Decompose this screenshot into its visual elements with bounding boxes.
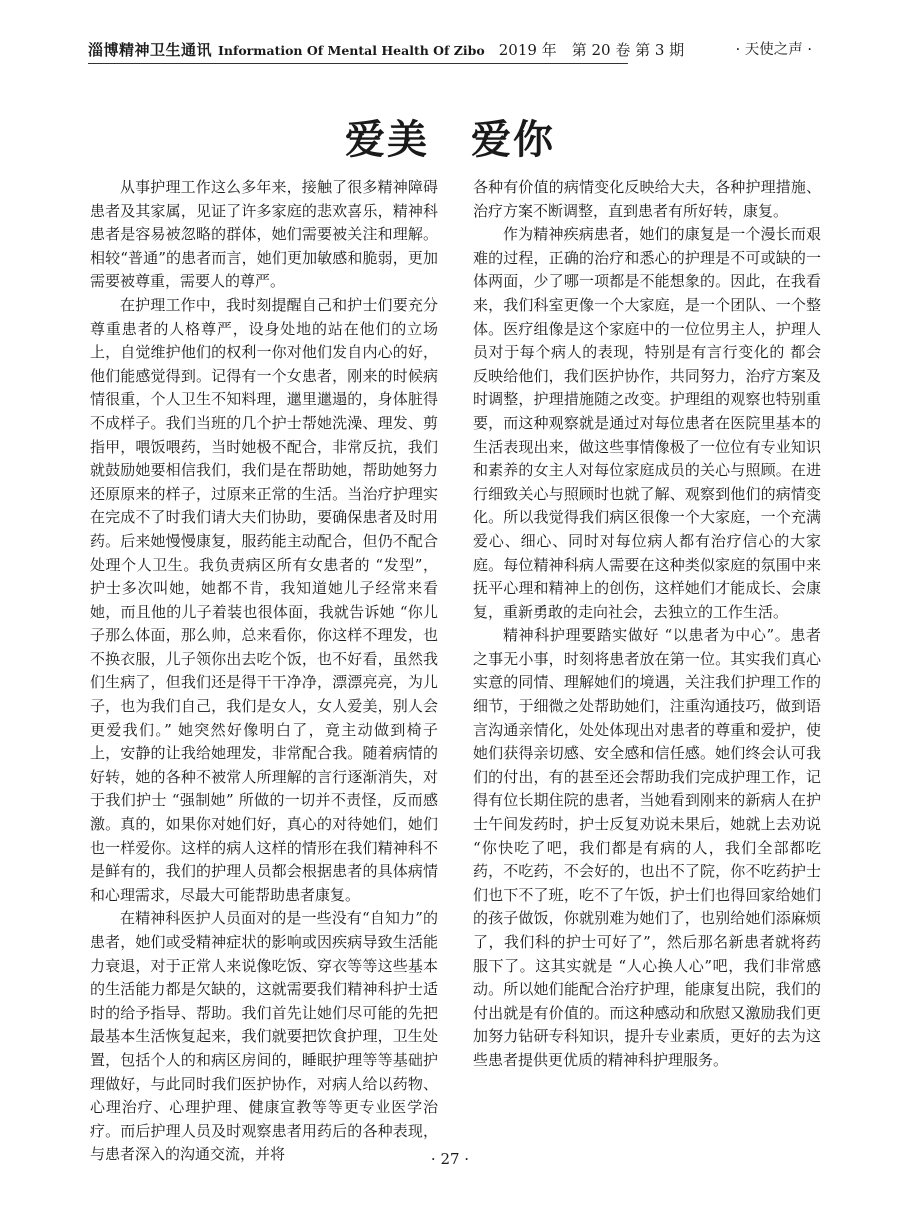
- article-title: 爱美 爱你: [345, 117, 555, 163]
- journal-name-en: Information Of Mental Health Of Zibo: [218, 43, 485, 58]
- paragraph: 精神科护理要踏实做好 “以患者为中心”。患者之事无小事，时刻将患者放在第一位。其实我们真心实意的同情、理解她们的境遇，关注我们护理工作的细节，于细微之处帮助她们，注重沟通技巧，做到语言沟通亲情化，处处体现出对患者的尊重和爱护，使她们获得亲切感、安全感和信任感。她们终会认可我们的付出，有的甚至还会帮助我们完成护理工作，记得有位长期住院的患者，当她看到刚来的新病人在护士午间发药时，护士反复劝说未果后，她就上去劝说 “你快吃了吧，我们都是有病的人，我们全部都吃药，不吃药，不会好的，也出不了院，你不吃药护士们也下不了班，吃不了午饭，护士们也得回家给她们的孩子做饭，你就别难为她们了，也别给她们添麻烦了，我们科的护士可好了”，然后那名新患者就将药服下了。这其实就是 “人心换人心”吧，我们非常感动。所以她们能配合治疗护理，能康复出院，我们的付出就是有价值的。而这种感动和欣慰又激励我们更加努力钻研专科知识，提升专业素质，更好的去为这些患者提供更优质的精神科护理服务。: [473, 626, 821, 1069]
- paragraph: 从事护理工作这么多年来，接触了很多精神障碍患者及其家属，见证了许多家庭的悲欢喜乐，精神科患者是容易被忽略的群体，她们需要被关注和理解。相较“普通”的患者而言，她们更加敏感和脆弱，更加需要被尊重，需要人的尊严。: [90, 178, 438, 291]
- paragraph-continuation: 各种有价值的病情变化反映给大夫，各种护理措施、治疗方案不断调整，直到患者有所好转，康复。: [473, 178, 821, 220]
- section-name: · 天使之声 ·: [735, 42, 812, 58]
- running-header: [88, 38, 812, 66]
- paragraph: 在护理工作中，我时刻提醒自己和护士们要充分尊重患者的人格尊严，设身处地的站在他们的立场上，自觉维护他们的权利一你对他们发自内心的好，他们能感觉得到。记得有一个女患者，刚来的时候病情很重，个人卫生不知料理，邋里邋遢的，身体脏得不成样子。我们当班的几个护士帮她洗澡、理发、剪指甲，喂饭喂药，当时她极不配合，非常反抗，我们就鼓励她要相信我们，我们是在帮助她，帮助她努力还原原来的样子，过原来正常的生活。当治疗护理实在完成不了时我们请大夫们协助，要确保患者及时用药。后来她慢慢康复，服药能主动配合，但仍不配合处理个人卫生。我负责病区所有女患者的 “发型”，护士多次叫她，她都不肯，我知道她儿子经常来看她，而且他的儿子着装也很体面，我就告诉她 “你儿子那么体面，那么帅，总来看你，你这样不理发，也不换衣服，儿子领你出去吃个饭，也不好看，虽然我们生病了，但我们还是得干干净净，漂漂亮亮，为儿子，也为我们自己，我们是女人，女人爱美，别人会更爱我们。” 她突然好像明白了，竟主动做到椅子上，安静的让我给她理发，非常配合我。随着病情的好转，她的各种不被常人所理解的言行逐渐消失，对于我们护士 “强制她” 所做的一切并不责怪，反而感激。真的，如果你对她们好，真心的对待她们，她们也一样爱你。这样的病人这样的情形在我们精神科不是鲜有的，我们的护理人员都会根据患者的具体病情和心理需求，尽最大可能帮助患者康复。: [90, 295, 438, 904]
- paragraph: 作为精神疾病患者，她们的康复是一个漫长而艰难的过程，正确的治疗和悉心的护理是不可或缺的一体两面，少了哪一项都是不能想象的。因此，在我看来，我们科室更像一个大家庭，是一个团队、一个整体。医疗组像是这个家庭中的一位位男主人，护理人员对于每个病人的表现，特别是有言行变化的 都会反映给他们，我们医护协作，共同努力，治疗方案及时调整，护理措施随之改变。护理组的观察也特别重要，而这种观察就是通过对每位患者在医院里基本的生活表现出来，做这些事情像极了一位位有专业知识和素养的女主人对每位家庭成员的关心与照顾。在进行细致关心与照顾时也就了解、观察到他们的病情变化。所以我觉得我们病区很像一个大家庭，一个充满爱心、细心、同时对每位病人都有治疗信心的大家庭。每位精神科病人需要在这种类似家庭的氛围中来抚平心理和精神上的创伤，这样她们才能成长、会康复，重新勇敢的走向社会，去独立的工作生活。: [473, 225, 821, 621]
- right-column: [473, 176, 821, 1073]
- page-number: · 27 ·: [430, 1150, 470, 1168]
- paragraph: 在精神科医护人员面对的是一些没有“自知力”的患者，她们或受精神症状的影响或因疾病导致生活能力衰退，对于正常人来说像吃饭、穿衣等等这些基本的生活能力都是欠缺的，这就需要我们精神科护士适时的给予指导、帮助。我们首先让她们尽可能的先把最基本生活恢复起来，我们就要把饮食护理，卫生处置，包括个人的和病区房间的，睡眠护理等等基础护理做好，与此同时我们医护协作，对病人给以药物、心理治疗、心理护理、健康宣教等等更专业医学治疗。而后护理人员及时观察患者用药后的各种表现，与患者深入的沟通交流，并将: [90, 909, 438, 1164]
- journal-name-cn: 淄博精神卫生通讯: [88, 41, 213, 59]
- header-rule: [88, 63, 628, 64]
- left-column: [90, 176, 438, 1167]
- journal-info: [88, 40, 684, 61]
- issue-info: 2019 年 第 20 卷 第 3 期: [498, 41, 685, 59]
